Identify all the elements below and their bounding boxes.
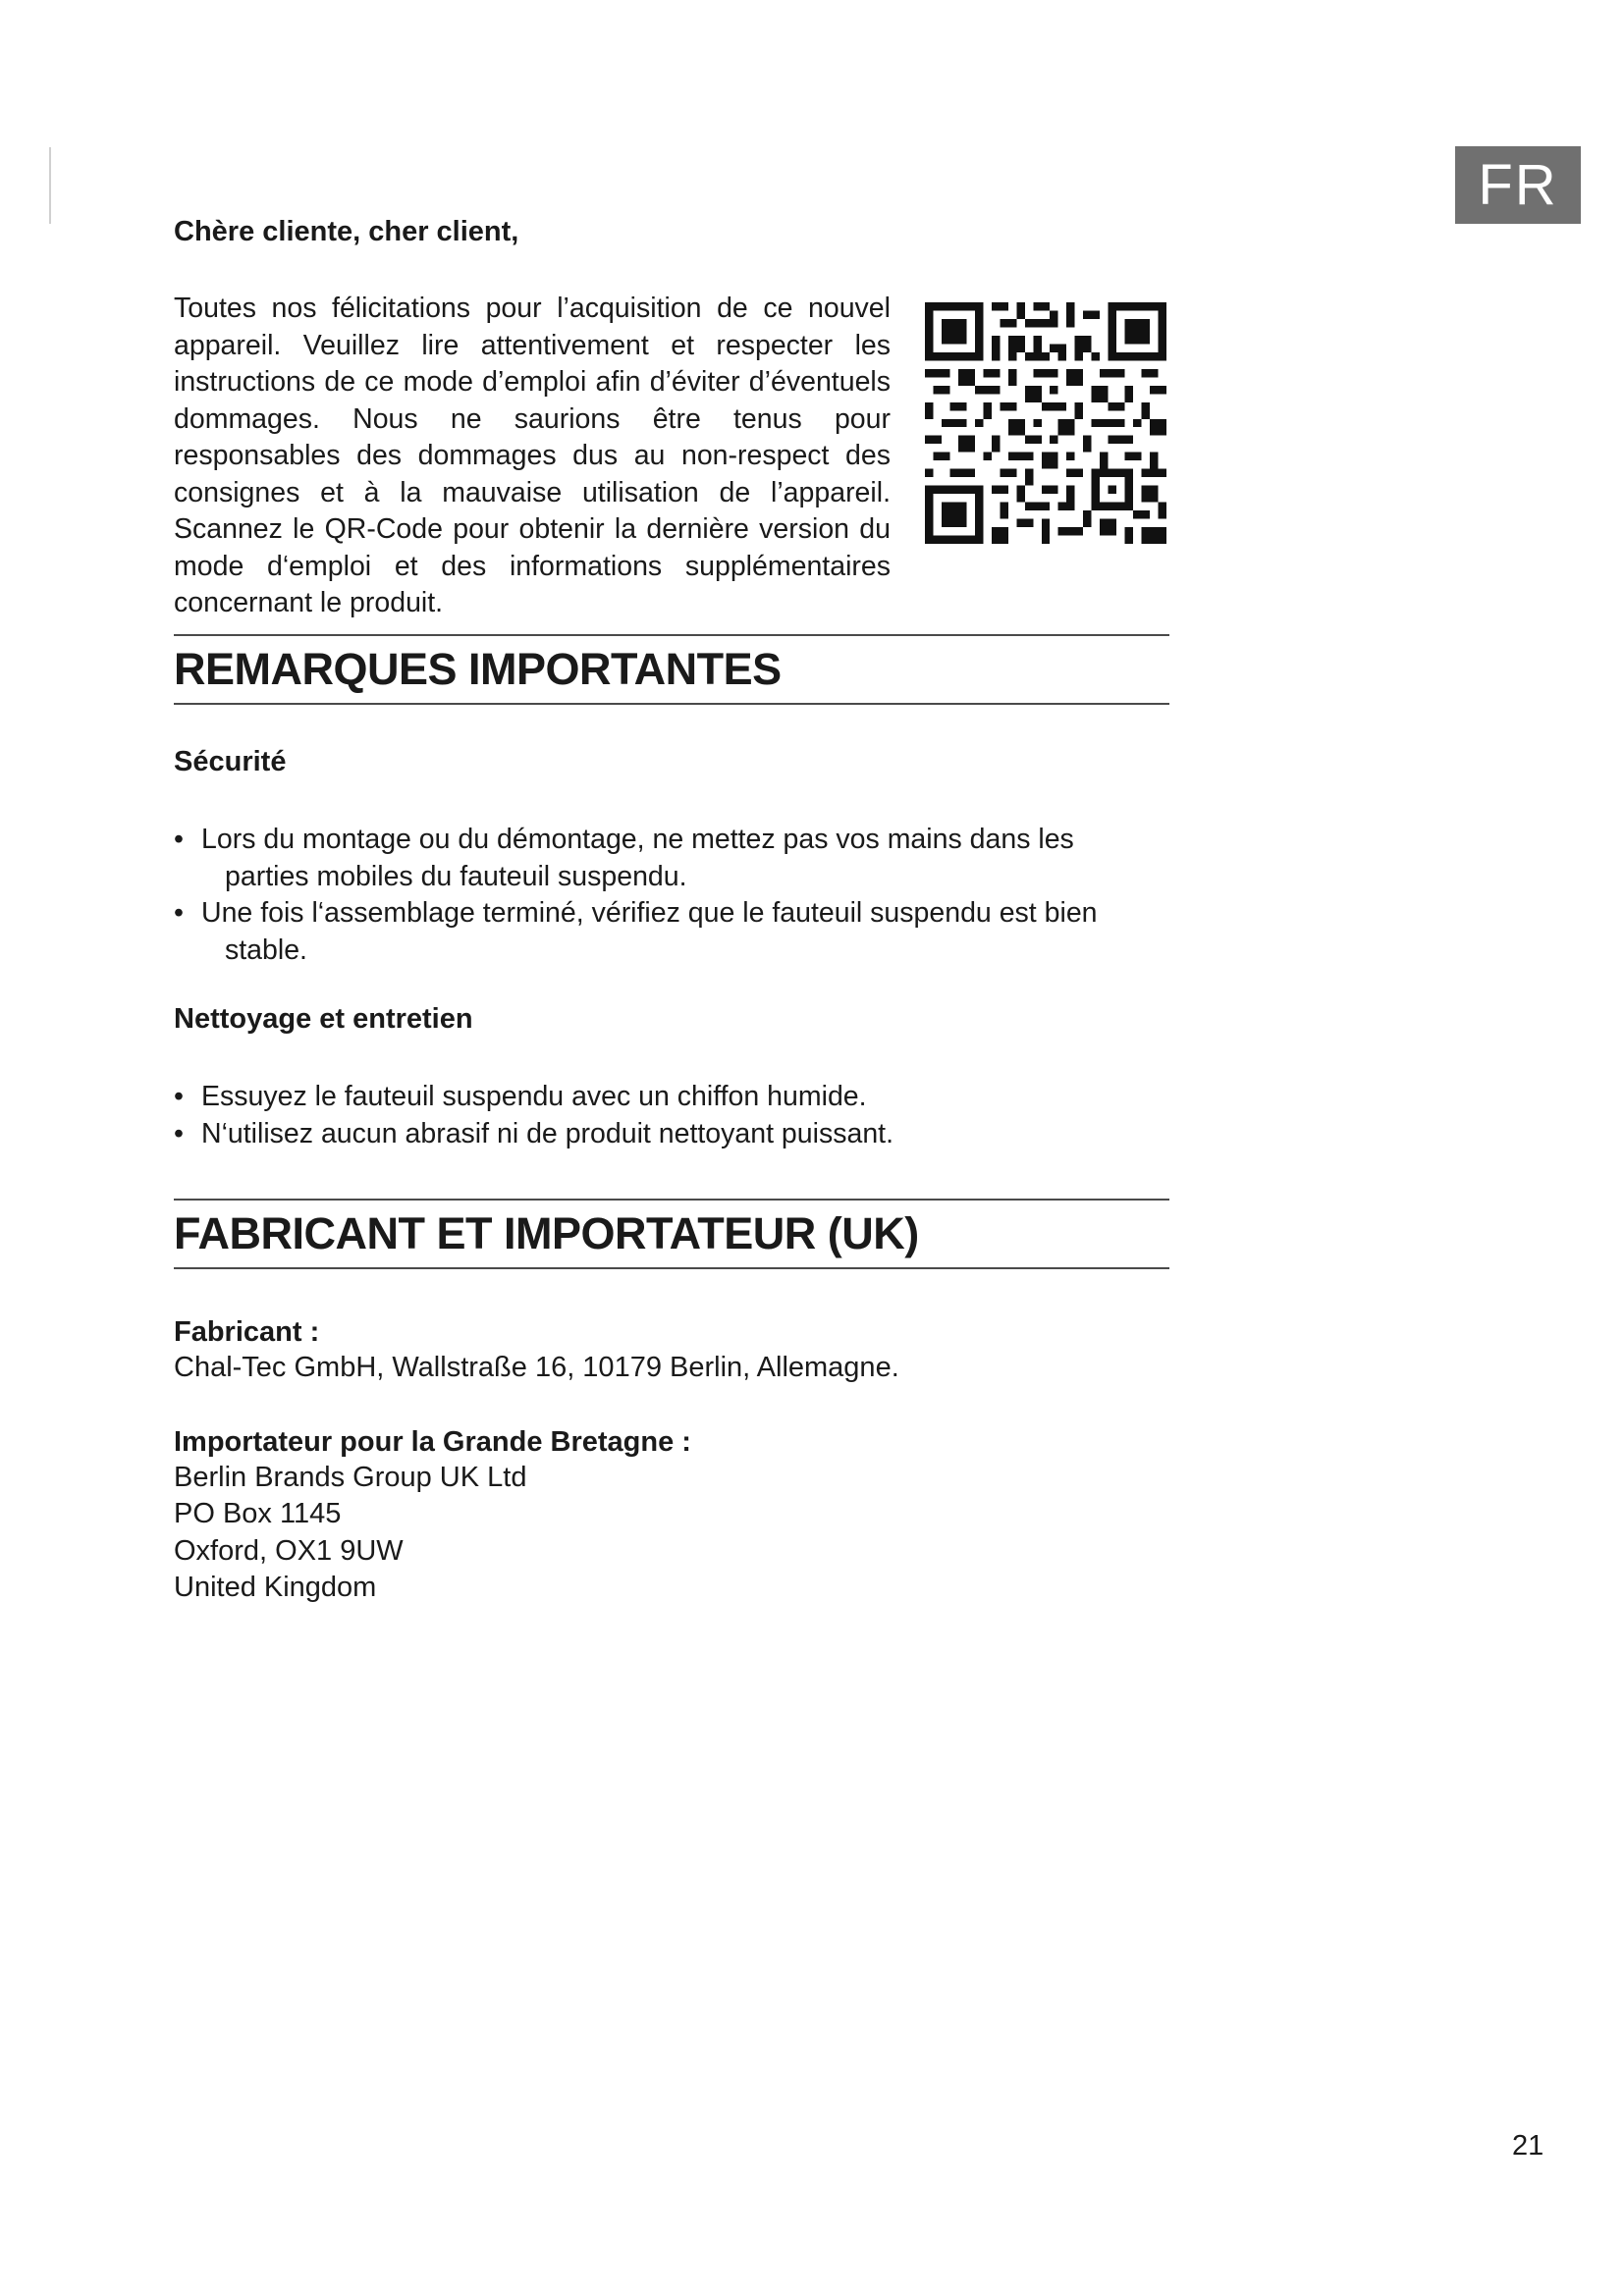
section-header-important xyxy=(174,634,1169,705)
qr-code-icon[interactable] xyxy=(925,302,1166,544)
page-number: 21 xyxy=(1512,2130,1544,2162)
subheading-cleaning: Nettoyage et entretien xyxy=(174,1003,473,1035)
greeting: Chère cliente, cher client, xyxy=(174,216,519,247)
list-item xyxy=(174,822,1169,895)
list-item-text-cont: stable. xyxy=(225,934,307,966)
safety-list xyxy=(174,822,1169,969)
importer-line: PO Box 1145 xyxy=(174,1498,342,1529)
intro-paragraph: Toutes nos félicitations pour l’acquisition de ce nouvel appareil. Veuillez lire attentivement et respecter les instructions de ce mode d’emploi afin d’éviter d’éventuels dommages. Nous ne saurions être tenus pour responsables des dommages dus au non-respect des consignes et à la mauvaise utilisation de l’appareil. Scannez le QR-Code pour obtenir la dernière version du mode d‘emploi et des informations supplémentaires concernant le produit. xyxy=(174,293,891,618)
cleaning-list xyxy=(174,1079,1169,1152)
importer-label: Importateur pour la Grande Bretagne : xyxy=(174,1426,691,1458)
manufacturer-address: Chal-Tec GmbH, Wallstraße 16, 10179 Berlin, Allemagne. xyxy=(174,1352,899,1383)
list-item-text: Essuyez le fauteuil suspendu avec un chiffon humide. xyxy=(201,1081,867,1112)
list-item-text: N‘utilisez aucun abrasif ni de produit nettoyant puissant. xyxy=(201,1117,893,1149)
subheading-safety: Sécurité xyxy=(174,746,287,777)
language-tab: FR xyxy=(1455,146,1581,224)
list-item-text-cont: parties mobiles du fauteuil suspendu. xyxy=(225,860,687,892)
list-item-text: Une fois l‘assemblage terminé, vérifiez que le fauteuil suspendu est bien xyxy=(201,897,1098,929)
importer-line: Berlin Brands Group UK Ltd xyxy=(174,1462,527,1493)
bullet-icon: • xyxy=(174,897,184,929)
list-item-text: Lors du montage ou du démontage, ne mettez pas vos mains dans les xyxy=(201,824,1074,855)
bullet-icon: • xyxy=(174,1117,184,1149)
manufacturer-label: Fabricant : xyxy=(174,1316,320,1348)
bullet-icon: • xyxy=(174,1081,184,1112)
importer-line: Oxford, OX1 9UW xyxy=(174,1535,404,1567)
list-item xyxy=(174,895,1169,969)
margin-line xyxy=(49,147,51,224)
section-title-important: REMARQUES IMPORTANTES xyxy=(174,644,782,694)
list-item xyxy=(174,1116,1169,1153)
section-header-manufacturer xyxy=(174,1199,1169,1269)
section-title-manufacturer: FABRICANT ET IMPORTATEUR (UK) xyxy=(174,1208,919,1258)
bullet-icon: • xyxy=(174,824,184,855)
importer-line: United Kingdom xyxy=(174,1572,377,1603)
list-item xyxy=(174,1079,1169,1116)
